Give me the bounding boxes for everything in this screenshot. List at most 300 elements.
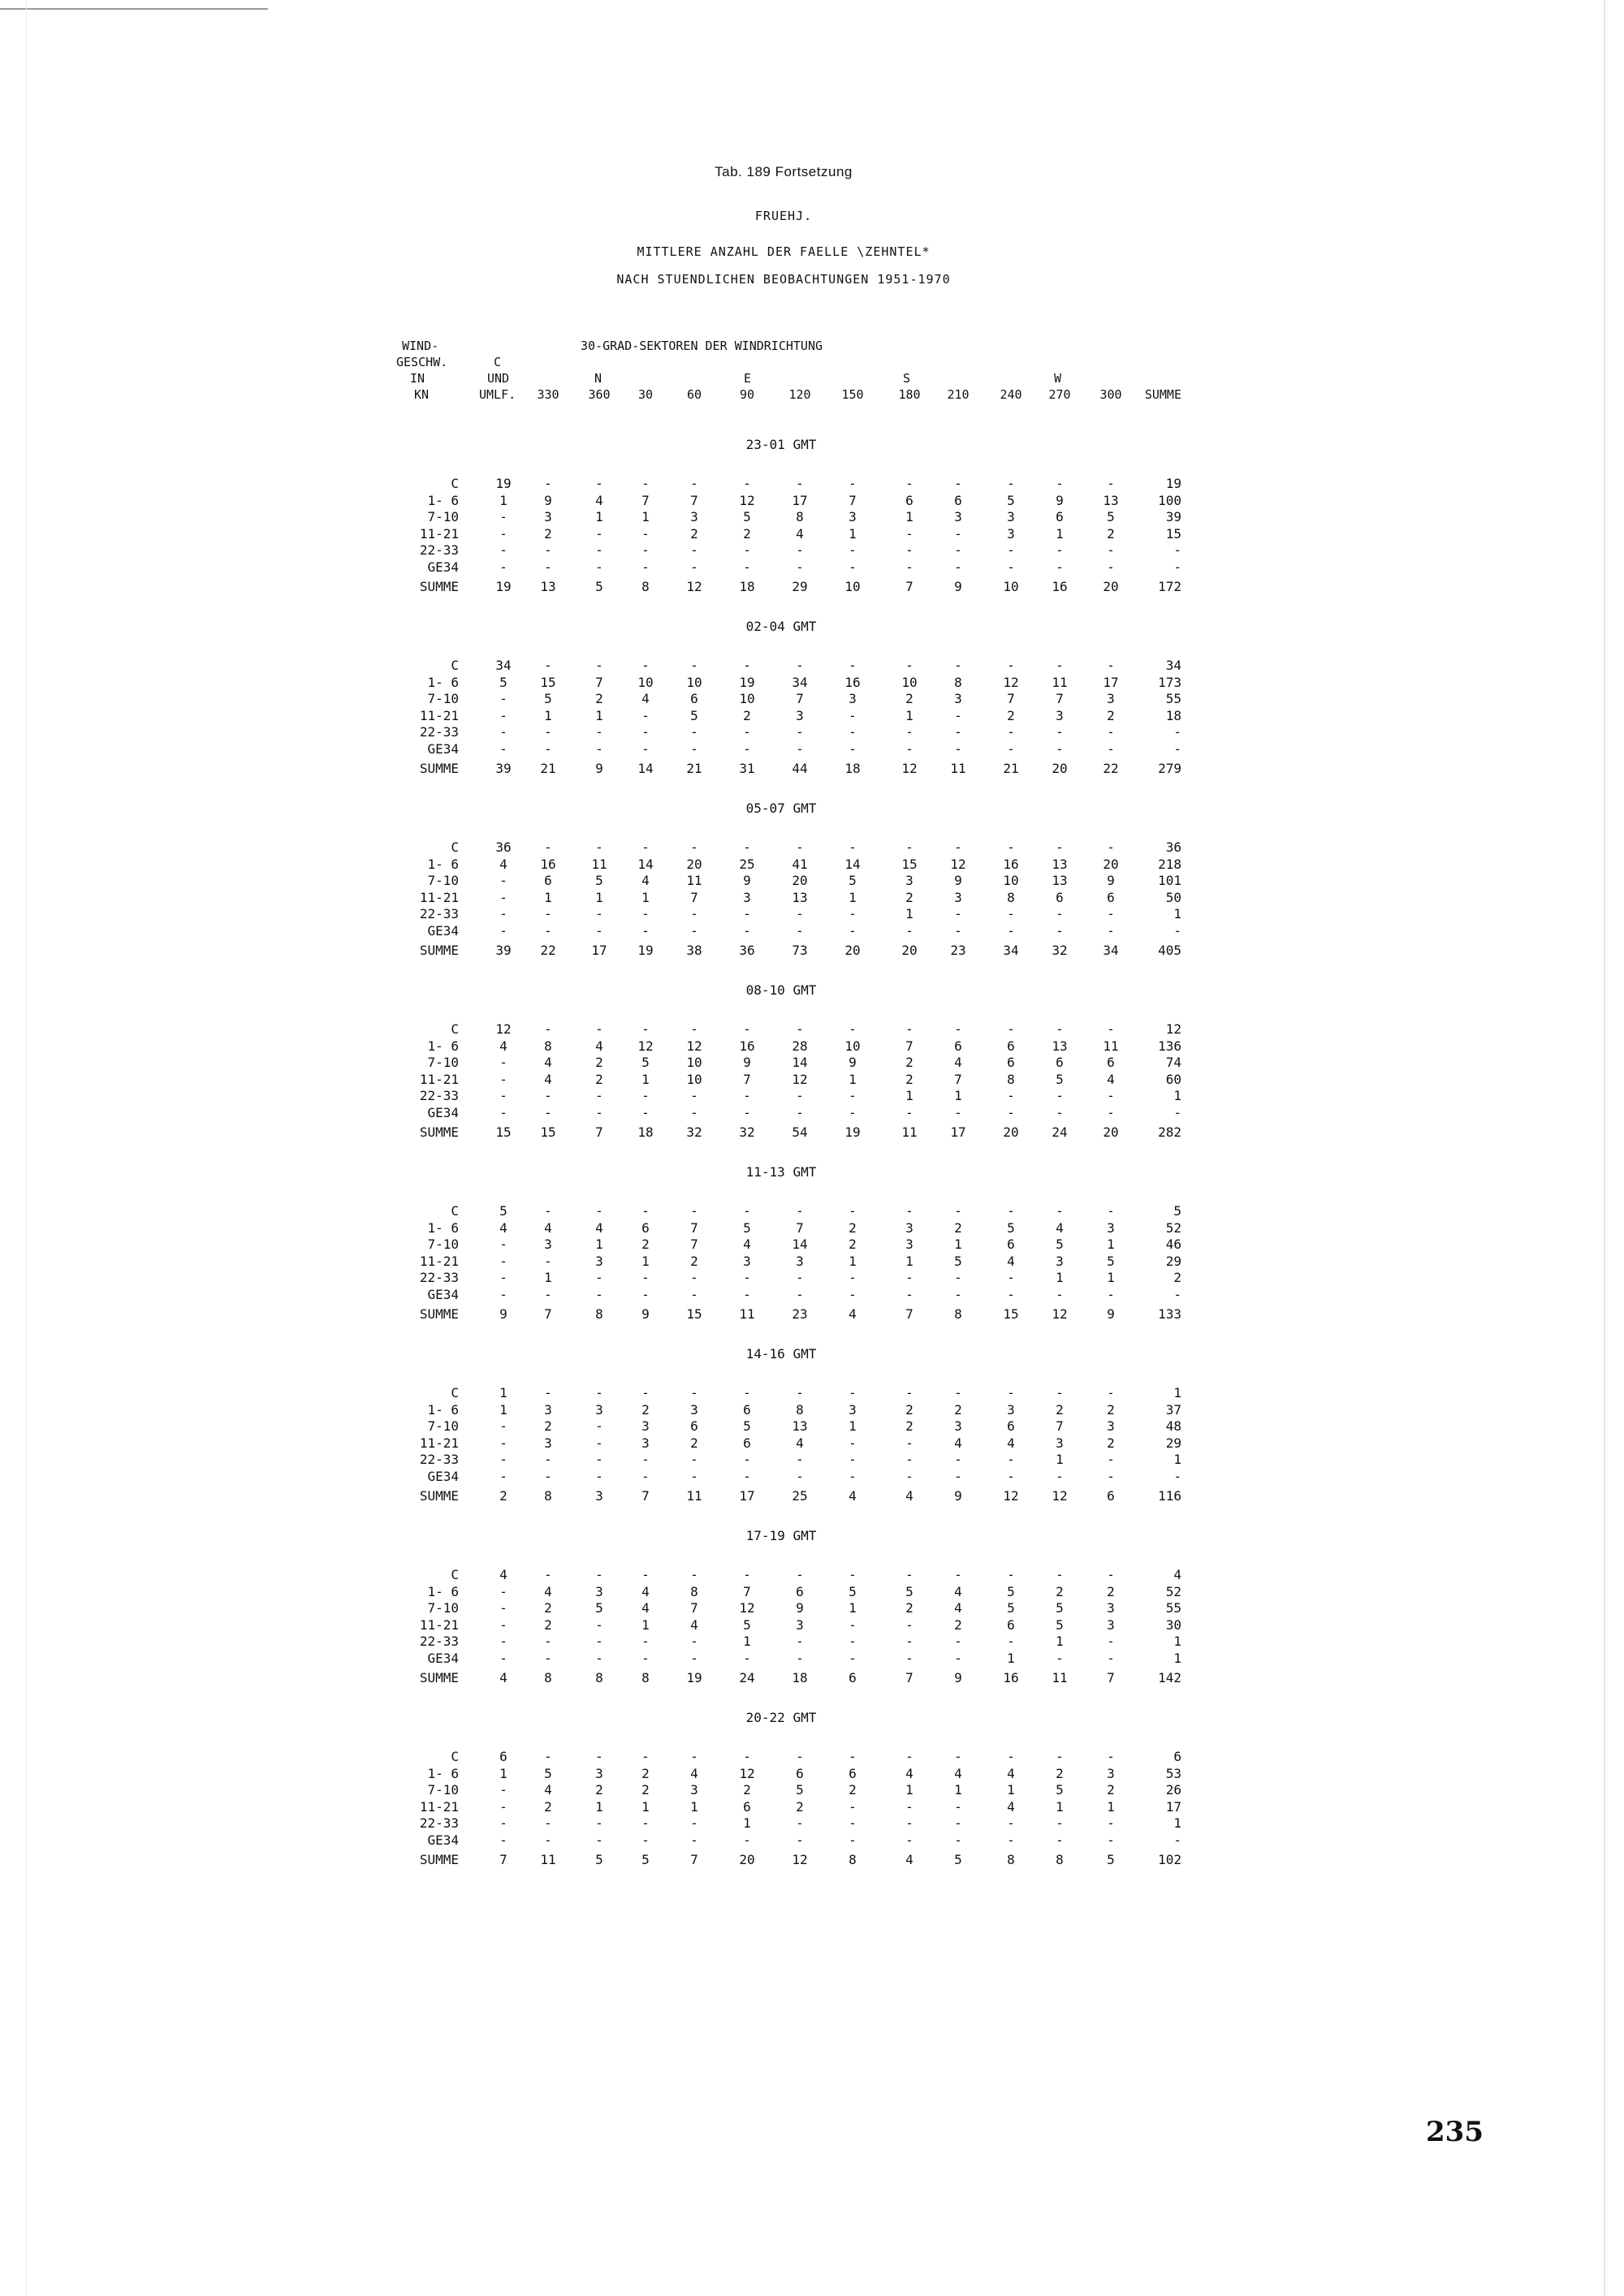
table-row [0, 579, 1218, 595]
wind-speed-label: KN [414, 387, 430, 402]
sector-value: 2 [641, 1236, 650, 1252]
sector-value: - [641, 707, 650, 723]
sector-value: - [544, 1385, 552, 1400]
sector-value: - [641, 740, 650, 757]
row-total: 279 [1158, 761, 1181, 776]
calm-value: - [499, 1435, 508, 1451]
sector-value: 3 [595, 1583, 603, 1599]
sector-value: 3 [1007, 1401, 1015, 1418]
sector-value: 13 [1103, 492, 1119, 508]
sector-value: - [905, 476, 914, 491]
row-label: 7-10 [427, 691, 459, 706]
sector-value: 3 [796, 1616, 804, 1633]
row-label: 22-33 [419, 1815, 459, 1831]
section-title: 23-01 GMT [745, 437, 817, 452]
sector-value: - [1056, 1650, 1064, 1666]
sector-value: - [1056, 1468, 1064, 1484]
table-row [0, 724, 1218, 740]
calm-value: 34 [495, 658, 512, 673]
column-header: 120 [788, 387, 811, 402]
sector-value: 6 [1007, 1038, 1015, 1054]
sector-value: 1 [905, 1253, 914, 1269]
sector-value: 4 [544, 1782, 552, 1798]
sector-value: 6 [796, 1583, 804, 1599]
row-total: 18 [1165, 707, 1181, 723]
row-total: 60 [1165, 1071, 1181, 1087]
sector-value: 4 [954, 1765, 962, 1781]
table-row [0, 542, 1218, 559]
sector-value: - [1056, 724, 1064, 740]
sector-value: - [849, 922, 857, 939]
sector-value: 3 [641, 1435, 650, 1451]
sector-value: 3 [1107, 1765, 1115, 1781]
sector-value: 20 [1103, 579, 1119, 594]
sector-value: - [743, 1104, 751, 1120]
sector-value: 21 [686, 761, 702, 776]
sector-value: 2 [641, 1765, 650, 1781]
sector-value: 14 [844, 856, 861, 872]
sector-value: 6 [1107, 1488, 1115, 1504]
sector-value: 1 [544, 707, 552, 723]
sector-value: - [544, 1203, 552, 1219]
row-label: 7-10 [427, 1236, 459, 1252]
sector-value: - [849, 542, 857, 558]
sector-value: - [905, 658, 914, 673]
right-margin-line [1604, 0, 1605, 2296]
sector-value: 5 [743, 1418, 751, 1434]
row-total: 39 [1165, 509, 1181, 524]
sector-value: - [690, 559, 698, 575]
sector-value: 5 [595, 1600, 603, 1616]
sector-value: - [796, 1021, 804, 1037]
sector-value: 6 [796, 1765, 804, 1781]
sector-value: 7 [743, 1071, 751, 1087]
sector-value: 8 [595, 1670, 603, 1685]
row-total: - [1173, 559, 1181, 575]
calm-value: - [499, 1832, 508, 1848]
sector-value: 10 [686, 1071, 702, 1087]
sector-value: - [1056, 476, 1064, 491]
sector-value: - [905, 1270, 914, 1285]
calm-value: 7 [499, 1852, 508, 1867]
sector-value: - [641, 1749, 650, 1764]
table-row [0, 1203, 1218, 1219]
sector-value: - [743, 1270, 751, 1285]
sector-value: 2 [743, 525, 751, 542]
sector-value: 4 [641, 1600, 650, 1616]
sector-value: 10 [844, 1038, 861, 1054]
table-row [0, 1021, 1218, 1038]
row-label: 7-10 [427, 509, 459, 524]
row-label: 7-10 [427, 1055, 459, 1070]
row-total: 50 [1165, 889, 1181, 905]
sector-value: 11 [686, 1488, 702, 1504]
calm-value: 4 [499, 1567, 508, 1582]
sector-value: - [544, 1634, 552, 1649]
sector-value: 23 [950, 943, 966, 958]
sector-value: - [1107, 1104, 1115, 1120]
sector-value: - [595, 906, 603, 921]
sector-value: - [743, 559, 751, 575]
sector-value: 2 [905, 1055, 914, 1070]
sector-value: - [641, 1203, 650, 1219]
sector-value: 7 [905, 1038, 914, 1054]
sector-value: - [743, 542, 751, 558]
sector-value: 9 [849, 1055, 857, 1070]
calm-value: 12 [495, 1021, 512, 1037]
sector-value: - [690, 724, 698, 740]
sector-value: - [849, 839, 857, 855]
sector-value: 6 [690, 691, 698, 706]
calm-value: 4 [499, 856, 508, 872]
row-total: 30 [1165, 1616, 1181, 1633]
sector-value: 12 [1003, 674, 1019, 690]
sector-value: 18 [844, 761, 861, 776]
sector-value: - [690, 1634, 698, 1649]
sector-value: - [1107, 1286, 1115, 1302]
sector-value: 6 [849, 1670, 857, 1685]
row-total: 102 [1158, 1852, 1181, 1867]
sector-value: 6 [954, 492, 962, 508]
calm-value: - [499, 1616, 508, 1633]
sector-value: 5 [954, 1253, 962, 1269]
sector-value: - [1056, 1104, 1064, 1120]
row-total: 1 [1173, 1815, 1181, 1831]
sector-value: 7 [690, 1219, 698, 1236]
row-label: 22-33 [419, 1634, 459, 1649]
sector-value: 3 [1056, 707, 1064, 723]
sector-value: - [595, 1435, 603, 1451]
sector-value: 4 [641, 691, 650, 706]
sector-value: - [641, 1567, 650, 1582]
sector-value: 14 [792, 1236, 808, 1252]
sector-value: - [1056, 1088, 1064, 1103]
section-title: 02-04 GMT [745, 619, 817, 634]
sector-value: - [1107, 1452, 1115, 1467]
sector-value: 5 [796, 1782, 804, 1798]
row-label: C [451, 1021, 459, 1037]
sector-value: - [1107, 1567, 1115, 1582]
sector-value: 9 [954, 873, 962, 888]
sector-value: - [595, 1418, 603, 1434]
sector-value: - [954, 1452, 962, 1467]
row-total: - [1173, 1104, 1181, 1120]
sector-value: 20 [792, 873, 808, 888]
sector-value: 4 [544, 1219, 552, 1236]
sector-value: 10 [637, 674, 654, 690]
sector-value: 9 [1056, 492, 1064, 508]
sector-value: 12 [1052, 1306, 1068, 1322]
sector-value: 1 [641, 509, 650, 524]
row-label: C [451, 1567, 459, 1582]
row-label: SUMME [419, 1488, 459, 1504]
sector-value: 14 [792, 1055, 808, 1070]
compass-west: W [1054, 371, 1062, 386]
sector-value: - [849, 1203, 857, 1219]
calm-label: C [494, 355, 502, 369]
sector-value: - [544, 1650, 552, 1666]
compass-north: N [594, 371, 603, 386]
sector-value: - [743, 1452, 751, 1467]
sector-value: - [849, 707, 857, 723]
calm-value: - [499, 1286, 508, 1302]
sector-value: 4 [641, 1583, 650, 1599]
sector-value: 4 [1007, 1253, 1015, 1269]
sector-value: - [690, 542, 698, 558]
row-total: 6 [1173, 1749, 1181, 1764]
sector-value: - [954, 724, 962, 740]
calm-value: - [499, 542, 508, 558]
sector-value: 2 [1007, 707, 1015, 723]
sector-value: 7 [954, 1071, 962, 1087]
sector-value: 3 [1107, 1418, 1115, 1434]
sector-value: 2 [690, 525, 698, 542]
sector-value: 10 [739, 691, 755, 706]
calm-value: - [499, 707, 508, 723]
calm-value: - [499, 1418, 508, 1434]
sector-value: - [954, 1203, 962, 1219]
row-label: 22-33 [419, 1452, 459, 1467]
sector-value: 1 [1007, 1650, 1015, 1666]
sector-value: 2 [1107, 525, 1115, 542]
sector-value: 21 [1003, 761, 1019, 776]
row-label: 1- 6 [427, 674, 459, 690]
sector-value: 1 [849, 1418, 857, 1434]
row-total: 37 [1165, 1401, 1181, 1418]
sector-value: - [796, 740, 804, 757]
sector-value: - [743, 1021, 751, 1037]
calm-value: - [499, 509, 508, 524]
sector-value: - [641, 1021, 650, 1037]
sector-value: 9 [1107, 873, 1115, 888]
table-row [0, 857, 1218, 873]
column-header: 210 [947, 387, 970, 402]
sector-value: 19 [637, 943, 654, 958]
sector-value: 54 [792, 1124, 808, 1140]
sector-value: 4 [544, 1071, 552, 1087]
sector-value: - [544, 658, 552, 673]
sector-value: - [796, 1088, 804, 1103]
sector-value: - [595, 1104, 603, 1120]
sector-value: - [954, 658, 962, 673]
sector-value: - [1007, 1385, 1015, 1400]
section-title: 14-16 GMT [745, 1346, 817, 1362]
sector-value: 2 [796, 1798, 804, 1815]
sector-value: 6 [743, 1798, 751, 1815]
sector-value: - [1107, 1634, 1115, 1649]
sector-value: 1 [905, 1088, 914, 1103]
sector-value: 7 [743, 1583, 751, 1599]
season-title: FRUEHJ. [754, 209, 813, 223]
sector-value: 1 [743, 1815, 751, 1831]
sector-value: - [1056, 1021, 1064, 1037]
calm-value: 4 [499, 1038, 508, 1054]
sector-value: - [595, 1270, 603, 1285]
sector-value: 7 [690, 1852, 698, 1867]
row-total: 218 [1158, 856, 1181, 872]
sector-value: 6 [743, 1401, 751, 1418]
calm-value: - [499, 1583, 508, 1599]
sector-value: 2 [1107, 1401, 1115, 1418]
sector-value: - [743, 1286, 751, 1302]
sector-value: 3 [849, 691, 857, 706]
sector-value: 3 [1107, 1616, 1115, 1633]
sector-value: - [690, 1468, 698, 1484]
sector-value: 32 [686, 1124, 702, 1140]
table-row [0, 509, 1218, 525]
sector-value: 4 [1056, 1219, 1064, 1236]
sector-value: - [849, 1385, 857, 1400]
sector-value: 9 [743, 873, 751, 888]
row-total: - [1173, 1286, 1181, 1302]
section-title: 11-13 GMT [745, 1164, 817, 1180]
sector-value: - [905, 1203, 914, 1219]
row-label: 11-21 [419, 1253, 459, 1269]
sector-value: - [1007, 1634, 1015, 1649]
sector-value: 2 [544, 525, 552, 542]
sector-value: - [1007, 559, 1015, 575]
sector-value: 8 [796, 509, 804, 524]
calm-value: - [499, 1650, 508, 1666]
calm-value: 39 [495, 943, 512, 958]
sector-value: 9 [954, 579, 962, 594]
sector-value: 12 [686, 579, 702, 594]
sector-value: 3 [796, 1253, 804, 1269]
sector-value: 10 [1003, 579, 1019, 594]
sector-value: 6 [1007, 1236, 1015, 1252]
table-row [0, 1124, 1218, 1141]
sector-value: 17 [950, 1124, 966, 1140]
sector-value: 4 [595, 1038, 603, 1054]
sector-value: 1 [954, 1236, 962, 1252]
sector-value: - [595, 922, 603, 939]
sector-value: 3 [954, 509, 962, 524]
sector-value: 12 [1003, 1488, 1019, 1504]
column-header: 300 [1099, 387, 1122, 402]
sector-value: - [905, 740, 914, 757]
calm-value: - [499, 906, 508, 921]
sector-value: - [544, 1286, 552, 1302]
table-row [0, 1306, 1218, 1323]
sector-value: 3 [954, 691, 962, 706]
sector-value: 3 [1007, 525, 1015, 542]
calm-value: - [499, 1634, 508, 1649]
sector-value: 4 [1007, 1798, 1015, 1815]
sector-value: - [954, 1815, 962, 1831]
sector-value: - [905, 1435, 914, 1451]
sector-value: 20 [901, 943, 918, 958]
sector-value: - [905, 1104, 914, 1120]
sector-value: 1 [849, 1600, 857, 1616]
calm-value: 4 [499, 1219, 508, 1236]
table-row [0, 1815, 1218, 1832]
sector-value: 1 [544, 889, 552, 905]
sector-value: 3 [595, 1401, 603, 1418]
sector-value: 8 [641, 579, 650, 594]
sector-value: - [1107, 906, 1115, 921]
sector-value: 12 [739, 1600, 755, 1616]
sector-value: 4 [905, 1488, 914, 1504]
sector-value: 2 [1107, 1435, 1115, 1451]
sector-value: 16 [540, 856, 556, 872]
sector-value: 13 [792, 1418, 808, 1434]
sector-value: - [743, 1468, 751, 1484]
sector-value: - [1056, 922, 1064, 939]
row-total: 405 [1158, 943, 1181, 958]
sector-value: - [796, 542, 804, 558]
sector-value: 19 [844, 1124, 861, 1140]
sector-value: 28 [792, 1038, 808, 1054]
sector-value: - [796, 1452, 804, 1467]
sector-value: 9 [743, 1055, 751, 1070]
sector-value: 13 [1052, 873, 1068, 888]
row-total: 142 [1158, 1670, 1181, 1685]
sector-value: - [905, 839, 914, 855]
table-row [0, 890, 1218, 906]
calm-value: 1 [499, 492, 508, 508]
sector-value: 20 [739, 1852, 755, 1867]
sector-value: - [796, 658, 804, 673]
row-total: 29 [1165, 1253, 1181, 1269]
sector-value: - [1107, 839, 1115, 855]
sector-value: - [544, 906, 552, 921]
sector-value: 1 [641, 1071, 650, 1087]
row-total: 29 [1165, 1435, 1181, 1451]
sector-value: 19 [686, 1670, 702, 1685]
sector-value: - [595, 724, 603, 740]
sector-value: - [641, 1270, 650, 1285]
sector-value: - [905, 724, 914, 740]
row-total: - [1173, 740, 1181, 757]
sector-value: 2 [849, 1219, 857, 1236]
sector-value: 10 [844, 579, 861, 594]
sector-value: 5 [641, 1055, 650, 1070]
sector-value: 8 [641, 1670, 650, 1685]
table-row [0, 873, 1218, 889]
calm-value: - [499, 559, 508, 575]
sector-value: 3 [743, 1253, 751, 1269]
sector-value: 13 [792, 889, 808, 905]
section-title: 08-10 GMT [745, 982, 817, 998]
sector-value: 19 [739, 674, 755, 690]
calm-value: 15 [495, 1124, 512, 1140]
row-label: 22-33 [419, 1088, 459, 1103]
sector-value: 10 [686, 674, 702, 690]
row-label: GE34 [427, 1832, 459, 1848]
sector-value: - [595, 1650, 603, 1666]
table-row [0, 675, 1218, 691]
sector-value: - [1056, 839, 1064, 855]
sector-value: - [544, 1749, 552, 1764]
sector-value: - [743, 724, 751, 740]
row-total: 133 [1158, 1306, 1181, 1322]
sector-value: - [954, 1104, 962, 1120]
sector-value: 16 [1003, 1670, 1019, 1685]
sector-value: 6 [1107, 889, 1115, 905]
sector-value: - [796, 1468, 804, 1484]
sector-value: 4 [1107, 1071, 1115, 1087]
sector-value: 4 [905, 1765, 914, 1781]
section-title: 17-19 GMT [745, 1528, 817, 1543]
sector-value: 5 [849, 873, 857, 888]
sector-value: - [641, 1815, 650, 1831]
row-total: - [1173, 542, 1181, 558]
sector-value: - [849, 1021, 857, 1037]
sector-value: - [1007, 1832, 1015, 1848]
row-label: SUMME [419, 1852, 459, 1867]
sector-value: - [1107, 1749, 1115, 1764]
sector-value: 3 [595, 1765, 603, 1781]
